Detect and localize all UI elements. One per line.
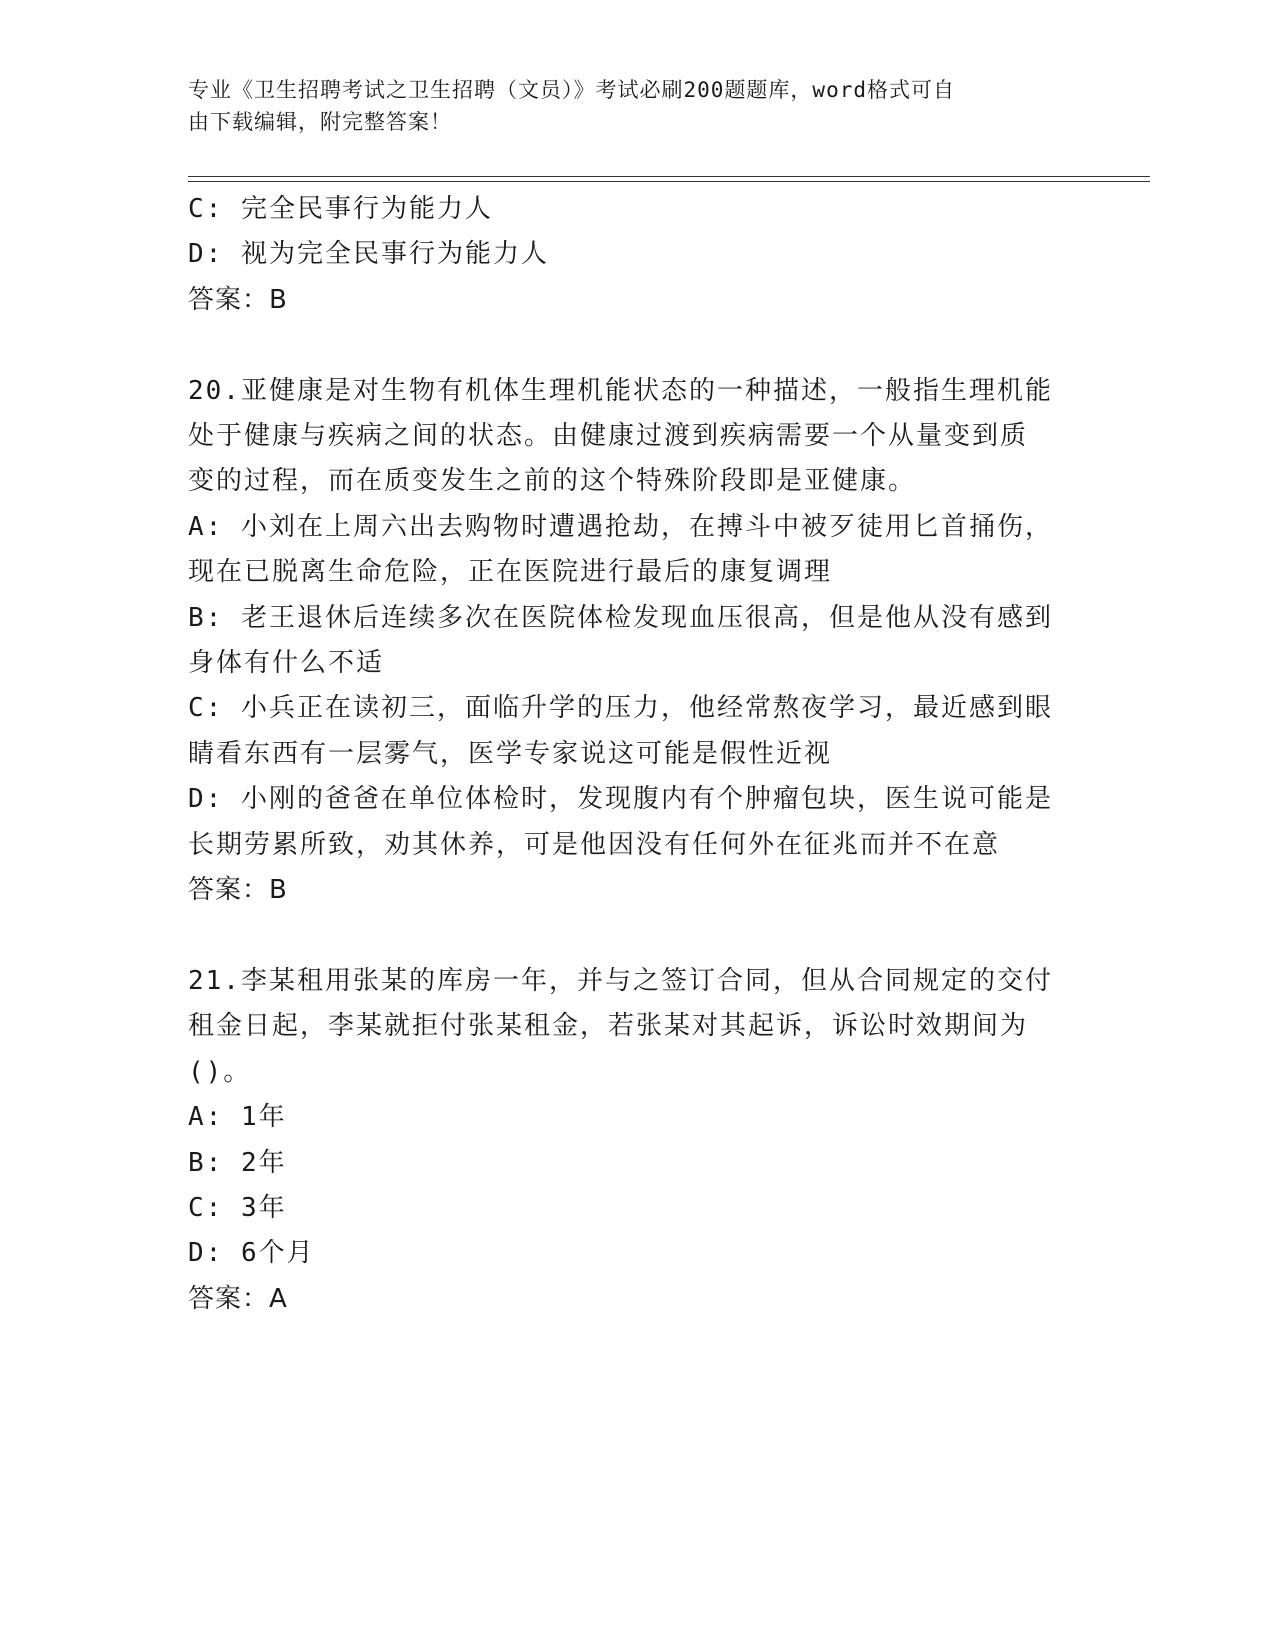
q21-option-d: D: 6个月 bbox=[188, 1238, 315, 1269]
spacer bbox=[188, 323, 1088, 368]
q20-stem-line: 20.亚健康是对生物有机体生理机能状态的一种描述，一般指生理机能 bbox=[188, 375, 1053, 406]
q21-answer: 答案：A bbox=[188, 1283, 288, 1314]
q21-stem-line: 21.李某租用张某的库房一年，并与之签订合同，但从合同规定的交付 bbox=[188, 965, 1053, 996]
spacer bbox=[188, 913, 1088, 958]
header-rule-bottom bbox=[188, 181, 1150, 182]
header-line-2: 由下载编辑，附完整答案！ bbox=[188, 110, 452, 134]
prev-option-d: D: 视为完全民事行为能力人 bbox=[188, 239, 549, 270]
q20-option-d: D: 小刚的爸爸在单位体检时，发现腹内有个肿瘤包块，医生说可能是 bbox=[188, 784, 1053, 815]
q20-option-d-cont: 长期劳累所致，劝其休养，可是他因没有任何外在征兆而并不在意 bbox=[188, 829, 1001, 860]
q21-stem-line: 租金日起，李某就拒付张某租金，若张某对其起诉，诉讼时效期间为 bbox=[188, 1011, 1029, 1042]
q20-option-c: C: 小兵正在读初三，面临升学的压力，他经常熬夜学习，最近感到眼 bbox=[188, 693, 1053, 724]
q21-stem-line: ()。 bbox=[188, 1056, 252, 1087]
q20-option-a-cont: 现在已脱离生命危险，正在医院进行最后的康复调理 bbox=[188, 557, 833, 588]
question-21 bbox=[188, 959, 1088, 1322]
q21-option-b: B: 2年 bbox=[188, 1147, 287, 1178]
q20-option-b-cont: 身体有什么不适 bbox=[188, 648, 385, 679]
q20-option-b: B: 老王退休后连续多次在医院体检发现血压很高，但是他从没有感到 bbox=[188, 602, 1053, 633]
prev-option-c: C: 完全民事行为能力人 bbox=[188, 194, 493, 224]
document-header bbox=[188, 74, 1088, 138]
prev-answer: 答案：B bbox=[188, 284, 288, 315]
question-20 bbox=[188, 369, 1088, 914]
q20-stem-line: 处于健康与疾病之间的状态。由健康过渡到疾病需要一个从量变到质 bbox=[188, 421, 1029, 452]
header-line-1: 专业《卫生招聘考试之卫生招聘（文员）》考试必刷200题题库，word格式可自 bbox=[188, 78, 955, 102]
q20-stem-line: 变的过程，而在质变发生之前的这个特殊阶段即是亚健康。 bbox=[188, 466, 917, 497]
q20-option-a: A: 小刘在上周六出去购物时遭遇抢劫，在搏斗中被歹徒用匕首捅伤， bbox=[188, 511, 1053, 542]
q20-answer: 答案：B bbox=[188, 875, 288, 906]
q20-option-c-cont: 睛看东西有一层雾气，医学专家说这可能是假性近视 bbox=[188, 738, 833, 769]
q21-option-c: C: 3年 bbox=[188, 1192, 287, 1223]
header-rule-top bbox=[188, 176, 1150, 177]
q21-option-a: A: 1年 bbox=[188, 1102, 287, 1133]
document-body bbox=[188, 187, 1088, 1322]
